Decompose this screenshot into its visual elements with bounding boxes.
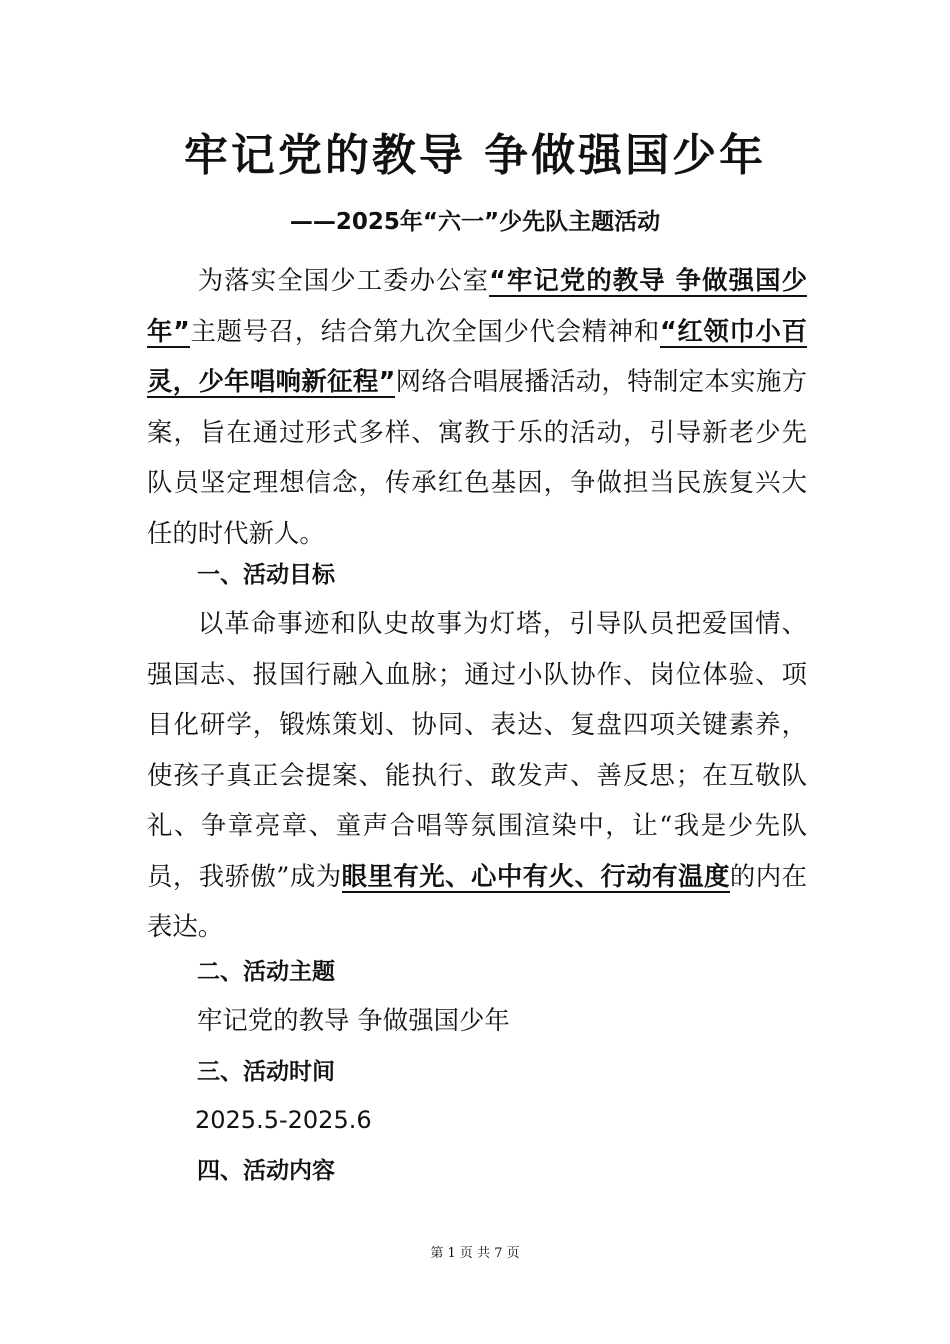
section1-paragraph bbox=[147, 598, 807, 952]
intro-emphasis-2: “红领巾小百灵，少年唱响新征程” bbox=[147, 315, 808, 396]
section3-text: 2025.5-2025.6 bbox=[195, 1106, 372, 1134]
section1-emphasis: 眼里有光、心中有火、行动有温度 bbox=[341, 860, 730, 891]
section1-heading: 一、活动目标 bbox=[197, 562, 335, 588]
intro-text-3: 网络合唱展播活动，特制定本实施方案，旨在通过形式多样、寓教于乐的活动，引导新老少先队员坚定理想信念，传承红色基因，争做担当民族复兴大任的时代新人。 bbox=[147, 366, 808, 548]
section4-heading: 四、活动内容 bbox=[197, 1158, 335, 1184]
intro-text-2: 主题号召，结合第九次全国少代会精神和 bbox=[189, 315, 660, 346]
section2-heading: 二、活动主题 bbox=[197, 959, 335, 985]
page-footer: 第 1 页 共 7 页 bbox=[430, 1246, 520, 1261]
document-subtitle: ——2025年“六一”少先队主题活动 bbox=[289, 209, 661, 235]
section3-heading: 三、活动时间 bbox=[197, 1059, 335, 1085]
intro-text-1: 为落实全国少工委办公室 bbox=[197, 265, 490, 295]
section2-text: 牢记党的教导 争做强国少年 bbox=[197, 1005, 510, 1035]
section1-text-1: 以革命事迹和队史故事为灯塔，引导队员把爱国情、强国志、报国行融入血脉；通过小队协作、岗位体验、项目化研学，锻炼策划、协同、表达、复盘四项关键素养，使孩子真正会提案、能执行、敢发声、善反思；在互敬队礼、争章亮章、童声合唱等氛围渲染中，让“我是少先队员，我骄傲”成为 bbox=[147, 608, 807, 891]
section1-text-2: 的内在表达。 bbox=[147, 860, 808, 941]
document-title: 牢记党的教导 争做强国少年 bbox=[183, 130, 767, 181]
intro-emphasis-1: “牢记党的教导 争做强国少年” bbox=[147, 265, 808, 346]
intro-paragraph bbox=[147, 255, 807, 558]
